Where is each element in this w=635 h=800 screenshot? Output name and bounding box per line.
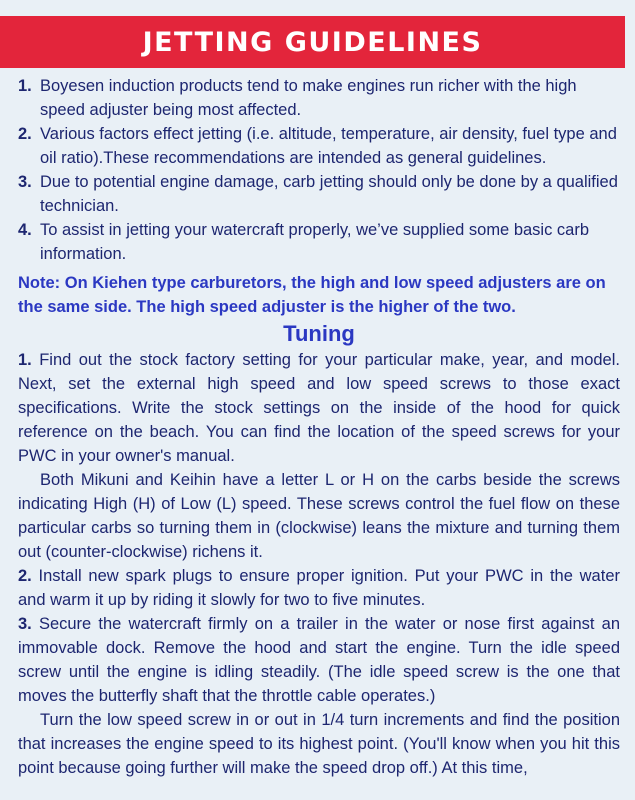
guideline-item [18,74,620,122]
guidelines-list [18,74,620,266]
tuning-step-3-paragraph-2: Turn the low speed screw in or out in 1/4 turn increments and find the position that increases the engine speed to its highest point. (You'll know when you hit this point because going further will make the speed drop off.) At this time, [18,711,620,777]
guideline-text: Due to potential engine damage, carb jetting should only be done by a qualified technician. [40,173,618,215]
step-number: 3. [18,615,32,633]
guideline-number: 1. [18,77,32,95]
guideline-text: To assist in jetting your watercraft properly, we’ve supplied some basic carb information. [40,221,590,263]
document-body [18,74,620,780]
carburetor-note: Note: On Kiehen type carburetors, the high and low speed adjusters are on the same side. The high speed adjuster is the higher of the two. [18,274,606,316]
title-banner [0,16,625,68]
guideline-item [18,218,620,266]
guideline-text: Boyesen induction products tend to make engines run richer with the high speed adjuster being most affected. [40,77,577,119]
page-title: JETTING GUIDELINES [142,26,483,58]
tuning-step-3 [18,612,620,708]
guideline-item [18,122,620,170]
tuning-heading: Tuning [283,321,355,346]
step-text: Find out the stock factory setting for your particular make, year, and model. Next, set the external high speed and low speed screws to those exact specifications. Write the stock settings on the inside of the hood for quick reference on the beach. You can find the location of the speed screws for your PWC in your owner's manual. [18,351,620,465]
tuning-step-1 [18,348,620,468]
tuning-step-2 [18,564,620,612]
guideline-number: 4. [18,221,32,239]
step-text: Install new spark plugs to ensure proper ignition. Put your PWC in the water and warm it up by riding it slowly for two to five minutes. [18,567,620,609]
step-text: Secure the watercraft firmly on a trailer in the water or nose first against an immovable dock. Remove the hood and start the engine. Turn the idle speed screw until the engine is idling steadily. (The idle speed screw is the one that moves the butterfly shaft that the throttle cable operates.) [18,615,620,705]
step-number: 2. [18,567,32,585]
guideline-number: 3. [18,173,32,191]
tuning-step-1-paragraph-2: Both Mikuni and Keihin have a letter L or H on the carbs beside the screws indicating High (H) of Low (L) speed. These screws control the fuel flow on these particular carbs so turning them in (clockwise) leans the mixture and turning them out (counter-clockwise) richens it. [18,471,620,561]
guideline-text: Various factors effect jetting (i.e. altitude, temperature, air density, fuel type and oil ratio).These recommendations are intended as general guidelines. [40,125,617,167]
guideline-number: 2. [18,125,32,143]
step-number: 1. [18,351,32,369]
guideline-item [18,170,620,218]
